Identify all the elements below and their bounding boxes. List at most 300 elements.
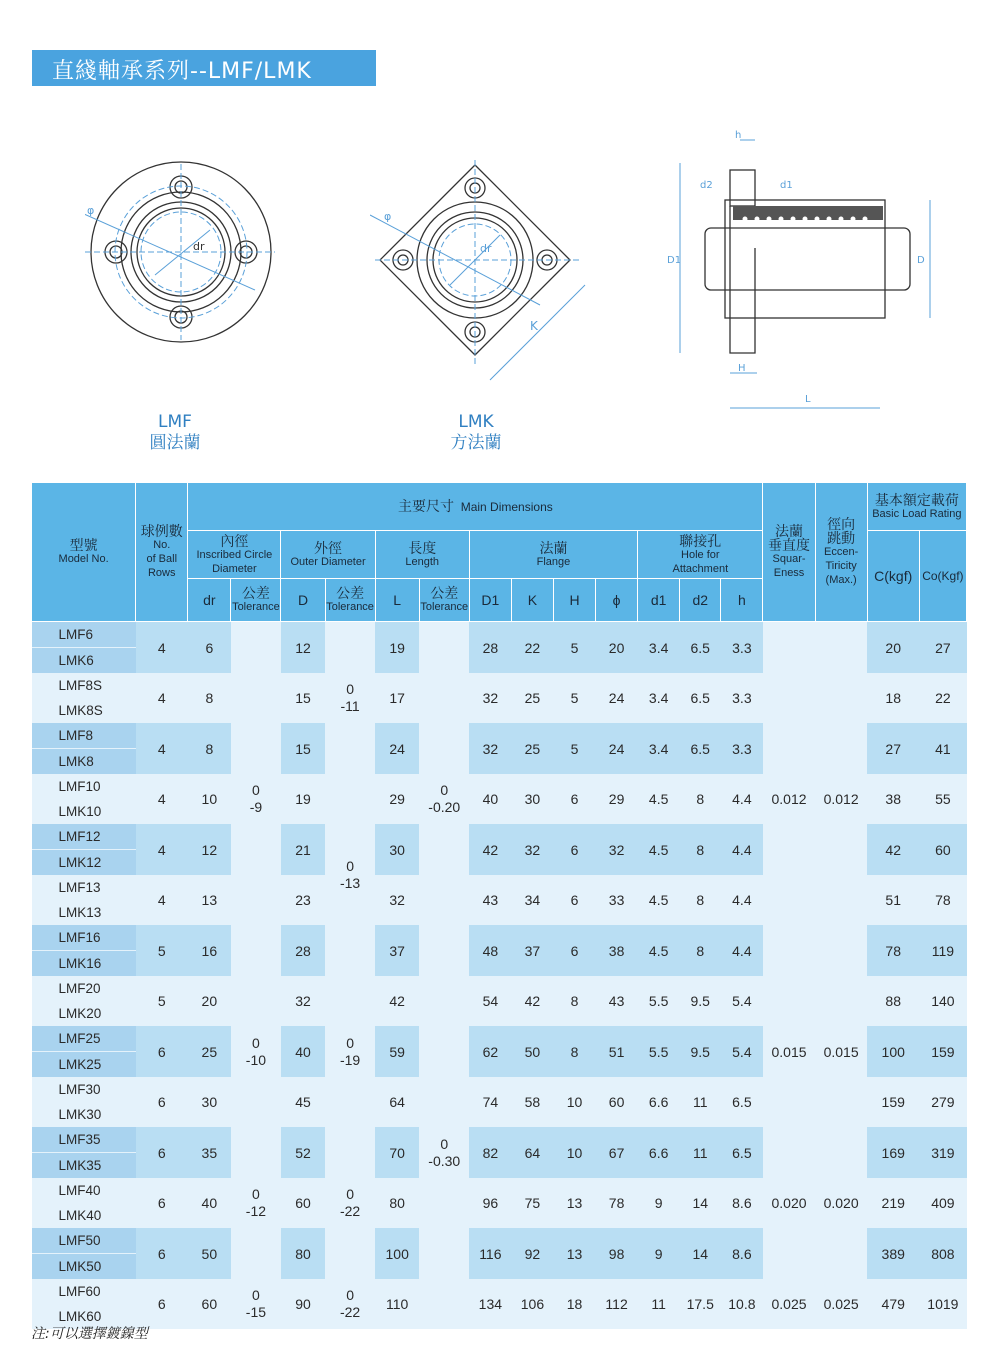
cell-C: 27	[867, 723, 919, 774]
cell-dr: 16	[188, 925, 231, 976]
cell-d1: 9	[638, 1178, 680, 1228]
cell-d1: 5.5	[638, 1026, 680, 1077]
side-section-diagram	[665, 128, 945, 410]
cell-phi: 112	[596, 1279, 638, 1329]
cell-dr: 50	[188, 1228, 231, 1279]
tol_L-tolerance-cell	[419, 976, 469, 1329]
tol_D-tol-lower: -13	[339, 875, 361, 891]
tol_D-tolerance-cell	[325, 976, 375, 1127]
lmf-phi-label: φ	[87, 204, 95, 217]
cell-phi: 29	[596, 774, 638, 824]
cell-D: 15	[281, 723, 325, 774]
tol_D-tol-upper: 0	[346, 681, 354, 697]
cell-n: 6	[136, 1077, 188, 1127]
lmk-k-label: K	[530, 319, 538, 333]
model-lmf: LMF20	[32, 976, 136, 1001]
tol_dr-tolerance-cell	[231, 976, 281, 1127]
tol_dr-tol-lower: -12	[245, 1203, 267, 1219]
cell-H: 5	[553, 673, 595, 723]
cell-K: 37	[511, 925, 553, 976]
cell-h: 4.4	[721, 774, 763, 824]
cell-D1: 40	[469, 774, 511, 824]
cell-K: 25	[511, 673, 553, 723]
cell-D1: 82	[469, 1127, 511, 1178]
side-D1-label: D1	[667, 255, 682, 266]
eccentricity-cell: 0.025	[815, 1279, 867, 1329]
lmf-caption-zh: 圓法蘭	[149, 433, 201, 453]
cell-n: 6	[136, 1279, 188, 1329]
model-lmk: LMK16	[32, 951, 136, 977]
cell-phi: 78	[596, 1178, 638, 1228]
cell-D1: 28	[469, 622, 511, 674]
cell-D1: 32	[469, 723, 511, 774]
cell-D1: 43	[469, 875, 511, 925]
header-eccentricity: 徑向 跳動 Eccen- Tiricity (Max.)	[815, 483, 867, 622]
cell-n: 6	[136, 1178, 188, 1228]
cell-h: 5.4	[721, 976, 763, 1026]
cell-D1: 54	[469, 976, 511, 1026]
cell-L: 110	[375, 1279, 419, 1329]
cell-D: 19	[281, 774, 325, 824]
cell-C: 169	[867, 1127, 919, 1178]
header-hole: 聯接孔 Hole for Attachment	[638, 531, 763, 579]
model-lmk: LMK25	[32, 1052, 136, 1078]
cell-d2: 14	[680, 1228, 721, 1279]
cell-H: 10	[553, 1127, 595, 1178]
tol_D-tol-upper: 0	[346, 1287, 354, 1303]
cell-d2: 6.5	[680, 723, 721, 774]
header-load-rating: 基本額定載荷 Basic Load Rating	[867, 483, 966, 531]
cell-L: 42	[375, 976, 419, 1026]
cell-D: 80	[281, 1228, 325, 1279]
cell-d2: 8	[680, 875, 721, 925]
cell-d2: 9.5	[680, 976, 721, 1026]
header-inner: 內徑 Inscribed Circle Diameter	[188, 531, 281, 579]
cell-D: 23	[281, 875, 325, 925]
cell-dr: 25	[188, 1026, 231, 1077]
cell-H: 13	[553, 1228, 595, 1279]
cell-D: 32	[281, 976, 325, 1026]
tol_dr-tol-lower: -9	[249, 799, 263, 815]
model-lmf: LMF40	[32, 1178, 136, 1203]
header-c: C(kgf)	[867, 531, 919, 622]
eccentricity-cell: 0.012	[815, 622, 867, 977]
cell-L: 24	[375, 723, 419, 774]
model-lmk: LMK50	[32, 1254, 136, 1280]
model-lmf: LMF50	[32, 1228, 136, 1254]
cell-K: 50	[511, 1026, 553, 1077]
cell-K: 25	[511, 723, 553, 774]
cell-d1: 4.5	[638, 875, 680, 925]
col-H: H	[553, 579, 595, 622]
header-main-dimensions: 主要尺寸 Main Dimensions	[188, 483, 763, 531]
cell-D: 52	[281, 1127, 325, 1178]
cell-n: 6	[136, 1127, 188, 1178]
cell-d1: 4.5	[638, 824, 680, 875]
table-row	[32, 1279, 967, 1304]
cell-dr: 8	[188, 673, 231, 723]
tol_dr-tol-upper: 0	[252, 1186, 260, 1202]
cell-d2: 14	[680, 1178, 721, 1228]
lmf-caption	[135, 412, 215, 454]
model-lmf: LMF25	[32, 1026, 136, 1052]
lmf-dr-label: dr	[193, 240, 205, 253]
tol_dr-tolerance-cell	[231, 1279, 281, 1329]
cell-C: 479	[867, 1279, 919, 1329]
cell-D1: 96	[469, 1178, 511, 1228]
cell-h: 5.4	[721, 1026, 763, 1077]
header-squareness: 法蘭 垂直度 Squar- Eness	[763, 483, 815, 622]
cell-d1: 5.5	[638, 976, 680, 1026]
cell-C: 88	[867, 976, 919, 1026]
model-lmf: LMF8S	[32, 673, 136, 698]
cell-n: 5	[136, 925, 188, 976]
tol_D-tolerance-cell	[325, 622, 375, 775]
header-length: 長度 Length	[375, 531, 469, 579]
model-lmf: LMF12	[32, 824, 136, 850]
cell-C: 51	[867, 875, 919, 925]
cell-K: 42	[511, 976, 553, 1026]
cell-H: 5	[553, 622, 595, 674]
cell-n: 4	[136, 774, 188, 824]
side-L-label: L	[805, 394, 811, 405]
col-h: h	[721, 579, 763, 622]
cell-Co: 27	[919, 622, 966, 674]
cell-C: 20	[867, 622, 919, 674]
cell-H: 18	[553, 1279, 595, 1329]
col-L: L	[375, 579, 419, 622]
model-lmf: LMF35	[32, 1127, 136, 1153]
cell-h: 4.4	[721, 925, 763, 976]
cell-L: 80	[375, 1178, 419, 1228]
col-D1: D1	[469, 579, 511, 622]
cell-L: 100	[375, 1228, 419, 1279]
cell-D: 28	[281, 925, 325, 976]
model-lmk: LMK35	[32, 1153, 136, 1179]
header-model: 型號 Model No.	[32, 483, 136, 622]
model-lmk: LMK20	[32, 1001, 136, 1026]
title-bar	[32, 50, 376, 86]
cell-dr: 6	[188, 622, 231, 674]
model-lmf: LMF60	[32, 1279, 136, 1304]
cell-d1: 3.4	[638, 622, 680, 674]
cell-h: 4.4	[721, 875, 763, 925]
cell-h: 8.6	[721, 1178, 763, 1228]
table-row	[32, 1127, 967, 1153]
header-co: Co(Kgf)	[919, 531, 966, 622]
model-lmf: LMF10	[32, 774, 136, 799]
col-dr-tol: 公差 Tolerance	[231, 579, 281, 622]
cell-Co: 319	[919, 1127, 966, 1178]
cell-C: 42	[867, 824, 919, 875]
cell-dr: 40	[188, 1178, 231, 1228]
page-title: 直綫軸承系列--LMF/LMK	[52, 59, 312, 84]
header-balls: 球例數 No. of Ball Rows	[136, 483, 188, 622]
squareness-cell: 0.015	[763, 976, 815, 1127]
cell-n: 4	[136, 723, 188, 774]
cell-d2: 6.5	[680, 673, 721, 723]
cell-Co: 41	[919, 723, 966, 774]
tol_dr-tol-upper: 0	[252, 1287, 260, 1303]
col-K: K	[511, 579, 553, 622]
side-d2-label: d2	[700, 180, 713, 191]
lmf-diagram	[85, 150, 275, 355]
cell-H: 6	[553, 774, 595, 824]
tol_L-tolerance-cell	[419, 622, 469, 977]
cell-phi: 51	[596, 1026, 638, 1077]
cell-Co: 60	[919, 824, 966, 875]
model-lmk: LMK8	[32, 749, 136, 775]
cell-L: 32	[375, 875, 419, 925]
footnote: 注:可以選擇鍍鎳型	[31, 1326, 148, 1342]
model-lmf: LMF8	[32, 723, 136, 749]
cell-L: 59	[375, 1026, 419, 1077]
cell-phi: 43	[596, 976, 638, 1026]
header-flange: 法蘭 Flange	[469, 531, 637, 579]
tol_D-tol-upper: 0	[346, 1034, 354, 1051]
cell-d1: 3.4	[638, 673, 680, 723]
cell-H: 10	[553, 1077, 595, 1127]
cell-phi: 67	[596, 1127, 638, 1178]
cell-D1: 62	[469, 1026, 511, 1077]
cell-n: 5	[136, 976, 188, 1026]
cell-d1: 3.4	[638, 723, 680, 774]
cell-d2: 17.5	[680, 1279, 721, 1329]
cell-phi: 33	[596, 875, 638, 925]
cell-d1: 4.5	[638, 925, 680, 976]
cell-Co: 119	[919, 925, 966, 976]
cell-K: 64	[511, 1127, 553, 1178]
cell-h: 3.3	[721, 723, 763, 774]
cell-n: 6	[136, 1026, 188, 1077]
cell-phi: 38	[596, 925, 638, 976]
side-d1-label: d1	[780, 180, 793, 191]
tol_dr-tol-upper: 0	[252, 1034, 260, 1051]
cell-C: 159	[867, 1077, 919, 1127]
cell-H: 6	[553, 824, 595, 875]
cell-Co: 1019	[919, 1279, 966, 1329]
model-lmf: LMF6	[32, 622, 136, 648]
cell-L: 29	[375, 774, 419, 824]
cell-phi: 60	[596, 1077, 638, 1127]
tol_D-tol-lower: -22	[339, 1304, 361, 1320]
cell-L: 70	[375, 1127, 419, 1178]
col-dr: dr	[188, 579, 231, 622]
model-lmk: LMK8S	[32, 698, 136, 723]
tol_D-tol-lower: -22	[339, 1203, 361, 1219]
cell-C: 18	[867, 673, 919, 723]
tol_L-tol-upper: 0	[440, 1135, 449, 1152]
cell-K: 32	[511, 824, 553, 875]
col-D-tol: 公差 Tolerance	[325, 579, 375, 622]
model-lmk: LMK12	[32, 850, 136, 876]
cell-dr: 8	[188, 723, 231, 774]
tol_L-tol-lower: -0.30	[428, 1152, 461, 1169]
tol_L-tol-upper: 0	[440, 782, 449, 798]
cell-D1: 48	[469, 925, 511, 976]
cell-K: 92	[511, 1228, 553, 1279]
col-phi: ϕ	[596, 579, 638, 622]
cell-d1: 4.5	[638, 774, 680, 824]
model-lmk: LMK40	[32, 1203, 136, 1228]
col-D: D	[281, 579, 325, 622]
cell-d2: 8	[680, 824, 721, 875]
cell-D: 60	[281, 1178, 325, 1228]
cell-Co: 159	[919, 1026, 966, 1077]
header-outer: 外徑 Outer Diameter	[281, 531, 375, 579]
cell-dr: 60	[188, 1279, 231, 1329]
cell-d1: 6.6	[638, 1077, 680, 1127]
tol_D-tolerance-cell	[325, 1127, 375, 1279]
cell-dr: 13	[188, 875, 231, 925]
cell-L: 64	[375, 1077, 419, 1127]
tol_L-tol-lower: -0.20	[428, 799, 461, 815]
cell-phi: 24	[596, 723, 638, 774]
cell-n: 6	[136, 1228, 188, 1279]
cell-Co: 279	[919, 1077, 966, 1127]
cell-dr: 20	[188, 976, 231, 1026]
cell-D: 40	[281, 1026, 325, 1077]
cell-L: 30	[375, 824, 419, 875]
model-lmf: LMF16	[32, 925, 136, 951]
tol_dr-tolerance-cell	[231, 622, 281, 977]
cell-C: 100	[867, 1026, 919, 1077]
tol_D-tolerance-cell	[325, 1279, 375, 1329]
cell-Co: 55	[919, 774, 966, 824]
cell-dr: 30	[188, 1077, 231, 1127]
model-lmk: LMK13	[32, 900, 136, 925]
cell-H: 8	[553, 976, 595, 1026]
col-L-tol: 公差 Tolerance	[419, 579, 469, 622]
cell-n: 4	[136, 875, 188, 925]
model-lmk: LMK6	[32, 648, 136, 674]
cell-d2: 8	[680, 925, 721, 976]
col-d2: d2	[680, 579, 721, 622]
cell-H: 6	[553, 925, 595, 976]
cell-h: 3.3	[721, 673, 763, 723]
model-lmk: LMK10	[32, 799, 136, 824]
spec-table	[31, 482, 967, 1329]
table-row	[32, 976, 967, 1001]
cell-phi: 20	[596, 622, 638, 674]
cell-Co: 78	[919, 875, 966, 925]
cell-Co: 140	[919, 976, 966, 1026]
cell-n: 4	[136, 673, 188, 723]
cell-h: 6.5	[721, 1077, 763, 1127]
cell-h: 8.6	[721, 1228, 763, 1279]
cell-phi: 98	[596, 1228, 638, 1279]
cell-K: 34	[511, 875, 553, 925]
cell-L: 19	[375, 622, 419, 674]
cell-K: 58	[511, 1077, 553, 1127]
tol_dr-tolerance-cell	[231, 1127, 281, 1279]
eccentricity-cell: 0.020	[815, 1127, 867, 1279]
cell-d2: 8	[680, 774, 721, 824]
cell-D1: 74	[469, 1077, 511, 1127]
cell-H: 6	[553, 875, 595, 925]
tol_dr-tol-upper: 0	[252, 782, 260, 798]
side-D-label: D	[917, 255, 925, 266]
cell-h: 6.5	[721, 1127, 763, 1178]
cell-dr: 10	[188, 774, 231, 824]
cell-L: 17	[375, 673, 419, 723]
tol_D-tol-upper: 0	[346, 858, 354, 874]
cell-n: 4	[136, 622, 188, 674]
model-lmf: LMF30	[32, 1077, 136, 1102]
cell-D1: 32	[469, 673, 511, 723]
side-H-label: H	[738, 363, 746, 374]
table-body	[32, 622, 967, 1330]
cell-C: 389	[867, 1228, 919, 1279]
tol_D-tol-upper: 0	[346, 1186, 354, 1202]
model-lmk: LMK30	[32, 1102, 136, 1127]
cell-phi: 24	[596, 673, 638, 723]
model-lmk: LMK60	[32, 1304, 136, 1329]
cell-n: 4	[136, 824, 188, 875]
cell-K: 75	[511, 1178, 553, 1228]
cell-d2: 9.5	[680, 1026, 721, 1077]
cell-K: 30	[511, 774, 553, 824]
cell-D: 12	[281, 622, 325, 674]
squareness-cell: 0.020	[763, 1127, 815, 1279]
cell-h: 10.8	[721, 1279, 763, 1329]
cell-d2: 6.5	[680, 622, 721, 674]
cell-D1: 42	[469, 824, 511, 875]
lmk-diagram	[370, 160, 595, 385]
side-h-label: h	[735, 130, 742, 141]
cell-H: 8	[553, 1026, 595, 1077]
squareness-cell: 0.025	[763, 1279, 815, 1329]
cell-D: 15	[281, 673, 325, 723]
cell-phi: 32	[596, 824, 638, 875]
cell-d2: 11	[680, 1077, 721, 1127]
cell-d1: 6.6	[638, 1127, 680, 1178]
cell-Co: 409	[919, 1178, 966, 1228]
table-row	[32, 622, 967, 648]
cell-D1: 116	[469, 1228, 511, 1279]
lmk-dr-label: dr	[480, 242, 492, 255]
cell-L: 37	[375, 925, 419, 976]
cell-C: 219	[867, 1178, 919, 1228]
tol_dr-tol-lower: -15	[245, 1304, 267, 1320]
cell-C: 38	[867, 774, 919, 824]
cell-d1: 9	[638, 1228, 680, 1279]
cell-Co: 22	[919, 673, 966, 723]
cell-C: 78	[867, 925, 919, 976]
cell-D: 21	[281, 824, 325, 875]
lmk-caption-zh: 方法蘭	[450, 433, 502, 453]
lmf-caption-en: LMF	[158, 412, 192, 432]
cell-K: 106	[511, 1279, 553, 1329]
cell-D: 45	[281, 1077, 325, 1127]
cell-h: 4.4	[721, 824, 763, 875]
cell-H: 5	[553, 723, 595, 774]
col-d1: d1	[638, 579, 680, 622]
cell-D1: 134	[469, 1279, 511, 1329]
tol_D-tolerance-cell	[325, 774, 375, 976]
cell-dr: 35	[188, 1127, 231, 1178]
tol_dr-tol-lower: -10	[245, 1051, 267, 1068]
cell-d2: 11	[680, 1127, 721, 1178]
lmk-phi-label: φ	[384, 210, 392, 223]
cell-d1: 11	[638, 1279, 680, 1329]
lmk-caption-en: LMK	[458, 412, 494, 432]
cell-K: 22	[511, 622, 553, 674]
cell-h: 3.3	[721, 622, 763, 674]
lmk-caption	[436, 412, 516, 454]
cell-D: 90	[281, 1279, 325, 1329]
cell-dr: 12	[188, 824, 231, 875]
